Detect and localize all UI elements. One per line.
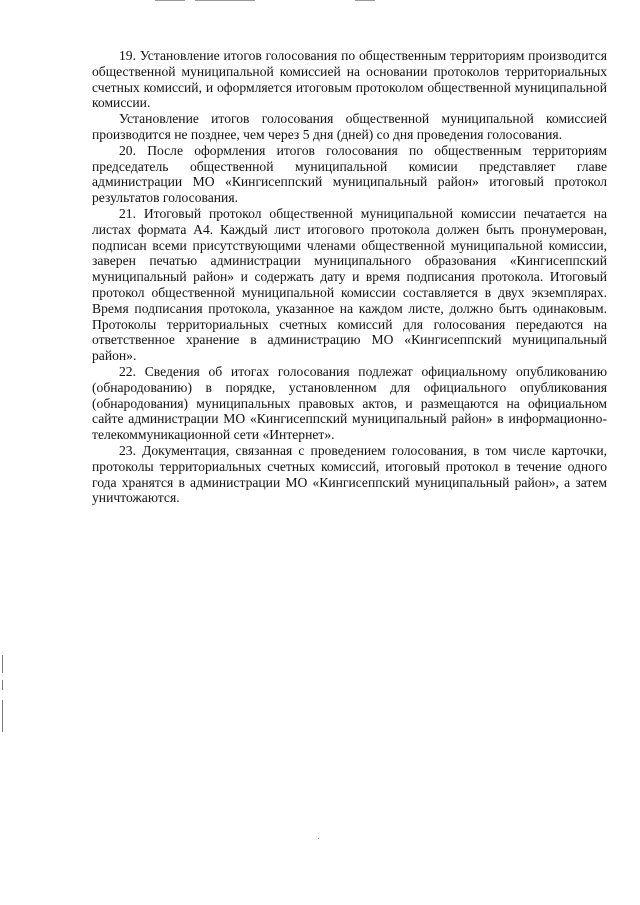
scan-artifact-dot	[318, 838, 319, 839]
paragraph-22: 22. Сведения об итогах голосования подлежат официальному опубликованию (обнародованию) в порядке, установленном для официального опубликования (обнародования) муниципальных правовых актов, и размещаются на официальном сайте администрации МО «Кингисеппский муниципальный район» в информационно-телекоммуникационной сети «Интернет».	[92, 363, 607, 443]
paragraph-23: 23. Документация, связанная с проведением голосования, в том числе карточки, протоколы территориальных счетных комиссий, итоговый протокол в течение одного года хранятся в администрации МО «Кингисеппский муниципальный район», а затем уничтожаются.	[92, 442, 607, 506]
paragraph-21: 21. Итоговый протокол общественной муниципальной комиссии печатается на листах формата А4. Каждый лист итогового протокола должен быть пронумерован, подписан всеми присутствующими членами общественной муниципальной комиссии, заверен печатью администрации муниципального образования «Кингисеппский муниципальный район» и содержать дату и время подписания протокола. Итоговый протокол общественной муниципальной комиссии составляется в двух экземплярах. Время подписания протокола, указанное на каждом листе, должно быть одинаковым. Протоколы территориальных счетных комиссий для голосования передаются на ответственное хранение в администрацию МО «Кингисеппский муниципальный район».	[92, 205, 607, 364]
paragraph-19-deadline: Установление итогов голосования общественной муниципальной комиссией производится не позднее, чем через 5 дня (дней) со дня проведения голосования.	[92, 111, 607, 142]
scan-artifact-left-3	[2, 700, 3, 732]
scan-artifact-left-1	[2, 655, 3, 673]
paragraph-20: 20. После оформления итогов голосования по общественным территориям председатель общественной муниципальной комисии представляет главе администрации МО «Кингисеппский муниципальный район» итоговый протокол результатов голосования.	[92, 142, 607, 206]
document-page	[92, 48, 607, 506]
scan-artifact-top-1	[155, 0, 185, 1]
scan-artifact-top-3	[355, 0, 375, 1]
scan-artifact-left-2	[2, 680, 3, 690]
paragraph-19: 19. Установление итогов голосования по общественным территориям производится общественной муниципальной комиссией на основании протоколов территориальных счетных комиссий, и оформляется итоговым протоколом общественной муниципальной комиссии.	[92, 48, 607, 111]
scan-artifact-top-2	[195, 0, 255, 1]
